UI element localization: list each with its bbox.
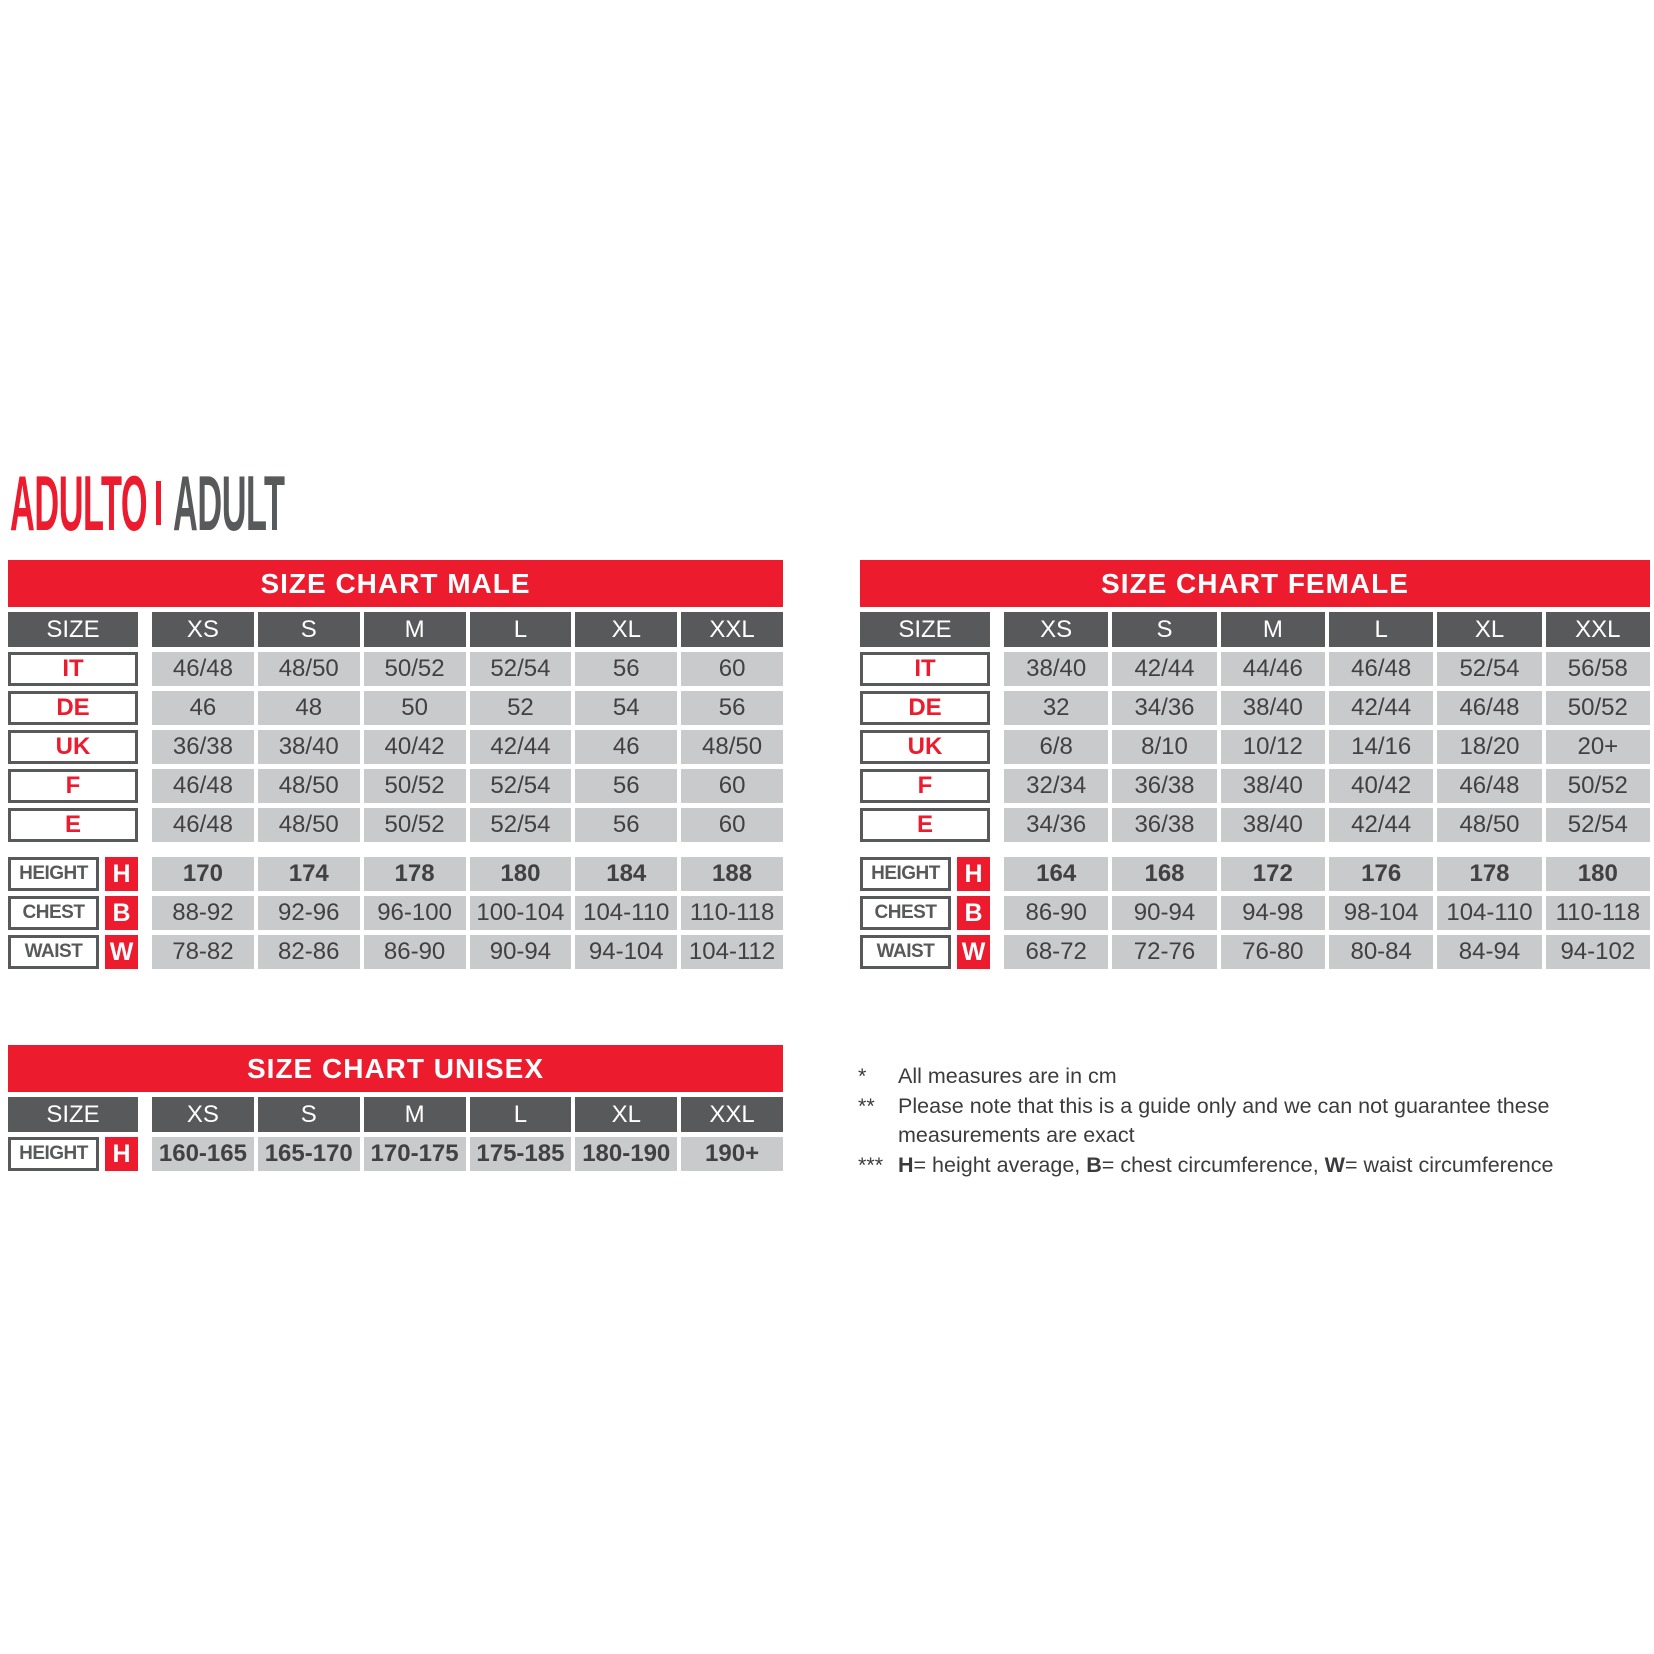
row-label: E bbox=[860, 808, 990, 842]
size-column-header: L bbox=[1329, 612, 1433, 647]
measure-label-group bbox=[860, 857, 990, 891]
footnote-segment: B bbox=[1086, 1152, 1102, 1177]
footnote bbox=[858, 1092, 1564, 1151]
footnote-segment: = height average, bbox=[913, 1152, 1087, 1177]
size-row bbox=[8, 769, 783, 803]
measure-value: 180-190 bbox=[575, 1137, 677, 1171]
measure-label: WAIST bbox=[860, 935, 951, 969]
size-value: 46/48 bbox=[1329, 652, 1433, 686]
footnote-text bbox=[898, 1092, 1564, 1151]
size-value: 60 bbox=[681, 769, 783, 803]
size-value: 42/44 bbox=[1329, 691, 1433, 725]
measure-value: 90-94 bbox=[1112, 896, 1216, 930]
size-value: 46 bbox=[152, 691, 254, 725]
footnote-segment: All measures are in cm bbox=[898, 1064, 1117, 1088]
size-value: 48/50 bbox=[1437, 808, 1541, 842]
measure-value: 104-112 bbox=[681, 935, 783, 969]
measure-label-group bbox=[8, 857, 138, 891]
size-column-header: SIZE bbox=[8, 1097, 138, 1132]
size-value: 56 bbox=[681, 691, 783, 725]
measure-label-group bbox=[860, 896, 990, 930]
measure-badge: W bbox=[105, 935, 138, 969]
measure-row bbox=[860, 896, 1650, 930]
measure-label-group bbox=[860, 935, 990, 969]
size-row bbox=[8, 652, 783, 686]
size-value: 44/46 bbox=[1221, 652, 1325, 686]
page-title bbox=[10, 459, 291, 547]
size-value: 38/40 bbox=[1221, 769, 1325, 803]
measure-value: 164 bbox=[1004, 857, 1108, 891]
size-value: 6/8 bbox=[1004, 730, 1108, 764]
size-column-header: XL bbox=[575, 612, 677, 647]
measure-value: 94-102 bbox=[1546, 935, 1650, 969]
measure-label: HEIGHT bbox=[860, 857, 951, 891]
measure-row bbox=[860, 935, 1650, 969]
page-title-primary: ADULTO bbox=[10, 459, 148, 547]
measure-value: 104-110 bbox=[1437, 896, 1541, 930]
size-value: 36/38 bbox=[1112, 808, 1216, 842]
size-column-header: S bbox=[1112, 612, 1216, 647]
size-value: 52/54 bbox=[470, 769, 572, 803]
row-label: E bbox=[8, 808, 138, 842]
size-value: 38/40 bbox=[1221, 691, 1325, 725]
size-chart-female-table bbox=[860, 560, 1650, 974]
size-value: 42/44 bbox=[1329, 808, 1433, 842]
measure-label: WAIST bbox=[8, 935, 99, 969]
size-value: 46/48 bbox=[1437, 769, 1541, 803]
size-value: 42/44 bbox=[1112, 652, 1216, 686]
measure-value: 86-90 bbox=[1004, 896, 1108, 930]
footnote bbox=[858, 1151, 1564, 1181]
size-value: 34/36 bbox=[1004, 808, 1108, 842]
measure-label: HEIGHT bbox=[8, 857, 99, 891]
column-header-row bbox=[8, 1097, 783, 1132]
row-label: DE bbox=[860, 691, 990, 725]
measure-value: 174 bbox=[258, 857, 360, 891]
measure-badge: B bbox=[957, 896, 990, 930]
size-value: 50/52 bbox=[364, 652, 466, 686]
measure-label: CHEST bbox=[8, 896, 99, 930]
size-value: 48/50 bbox=[681, 730, 783, 764]
measure-value: 80-84 bbox=[1329, 935, 1433, 969]
row-label: UK bbox=[860, 730, 990, 764]
measure-row bbox=[8, 857, 783, 891]
male-table-title: SIZE CHART MALE bbox=[8, 560, 783, 607]
size-value: 32/34 bbox=[1004, 769, 1108, 803]
size-value: 48/50 bbox=[258, 808, 360, 842]
size-column-header: SIZE bbox=[860, 612, 990, 647]
size-value: 46 bbox=[575, 730, 677, 764]
size-value: 52/54 bbox=[470, 652, 572, 686]
measure-value: 175-185 bbox=[470, 1137, 572, 1171]
measure-value: 178 bbox=[1437, 857, 1541, 891]
size-value: 60 bbox=[681, 808, 783, 842]
size-value: 50/52 bbox=[364, 769, 466, 803]
page-title-secondary: ADULT bbox=[173, 459, 285, 547]
measure-value: 184 bbox=[575, 857, 677, 891]
measure-value: 100-104 bbox=[470, 896, 572, 930]
size-column-header: M bbox=[1221, 612, 1325, 647]
measure-badge: W bbox=[957, 935, 990, 969]
measure-badge: B bbox=[105, 896, 138, 930]
measure-label-group bbox=[8, 935, 138, 969]
size-value: 48/50 bbox=[258, 652, 360, 686]
measure-value: 168 bbox=[1112, 857, 1216, 891]
size-column-header: XL bbox=[575, 1097, 677, 1132]
measure-value: 160-165 bbox=[152, 1137, 254, 1171]
footnote-segment: = waist circumference bbox=[1344, 1152, 1554, 1177]
size-value: 40/42 bbox=[1329, 769, 1433, 803]
size-value: 34/36 bbox=[1112, 691, 1216, 725]
size-value: 56 bbox=[575, 808, 677, 842]
size-value: 56 bbox=[575, 652, 677, 686]
size-row bbox=[860, 652, 1650, 686]
footnote-text bbox=[898, 1062, 1564, 1092]
size-column-header: XL bbox=[1437, 612, 1541, 647]
measure-value: 165-170 bbox=[258, 1137, 360, 1171]
measure-value: 78-82 bbox=[152, 935, 254, 969]
measure-label-group bbox=[8, 896, 138, 930]
footnote-segment: H bbox=[898, 1152, 914, 1177]
size-column-header: M bbox=[364, 1097, 466, 1132]
size-row bbox=[8, 691, 783, 725]
measure-value: 170-175 bbox=[364, 1137, 466, 1171]
size-value: 36/38 bbox=[1112, 769, 1216, 803]
size-value: 48/50 bbox=[258, 769, 360, 803]
measure-row bbox=[8, 1137, 783, 1171]
measure-value: 104-110 bbox=[575, 896, 677, 930]
size-value: 38/40 bbox=[1004, 652, 1108, 686]
row-label: IT bbox=[8, 652, 138, 686]
size-value: 36/38 bbox=[152, 730, 254, 764]
measure-value: 172 bbox=[1221, 857, 1325, 891]
unisex-table-title: SIZE CHART UNISEX bbox=[8, 1045, 783, 1092]
size-value: 52/54 bbox=[1546, 808, 1650, 842]
size-column-header: L bbox=[470, 612, 572, 647]
size-value: 42/44 bbox=[470, 730, 572, 764]
measure-value: 180 bbox=[1546, 857, 1650, 891]
size-value: 50/52 bbox=[1546, 691, 1650, 725]
size-column-header: XS bbox=[152, 1097, 254, 1132]
footnote-marker: *** bbox=[858, 1152, 884, 1177]
size-value: 60 bbox=[681, 652, 783, 686]
size-value: 46/48 bbox=[152, 808, 254, 842]
footnote-marker: ** bbox=[858, 1093, 875, 1118]
measure-value: 180 bbox=[470, 857, 572, 891]
measure-value: 94-104 bbox=[575, 935, 677, 969]
measure-value: 68-72 bbox=[1004, 935, 1108, 969]
measure-label-group bbox=[8, 1137, 138, 1171]
size-value: 8/10 bbox=[1112, 730, 1216, 764]
size-value: 14/16 bbox=[1329, 730, 1433, 764]
footnotes bbox=[858, 1062, 1564, 1180]
footnote-text bbox=[898, 1151, 1564, 1181]
measure-value: 72-76 bbox=[1112, 935, 1216, 969]
size-value: 56/58 bbox=[1546, 652, 1650, 686]
size-value: 56 bbox=[575, 769, 677, 803]
measure-badge: H bbox=[957, 857, 990, 891]
size-value: 32 bbox=[1004, 691, 1108, 725]
size-column-header: XS bbox=[1004, 612, 1108, 647]
row-label: IT bbox=[860, 652, 990, 686]
measure-value: 96-100 bbox=[364, 896, 466, 930]
measure-value: 190+ bbox=[681, 1137, 783, 1171]
size-row bbox=[860, 691, 1650, 725]
measure-label: CHEST bbox=[860, 896, 951, 930]
size-row bbox=[8, 730, 783, 764]
column-header-row bbox=[8, 612, 783, 647]
footnote-segment: Please note that this is a guide only and we can not guarantee these measurements are exact bbox=[898, 1093, 1550, 1147]
size-row bbox=[860, 730, 1650, 764]
title-divider bbox=[156, 481, 161, 525]
size-value: 50/52 bbox=[1546, 769, 1650, 803]
measure-value: 86-90 bbox=[364, 935, 466, 969]
row-label: F bbox=[8, 769, 138, 803]
measure-value: 188 bbox=[681, 857, 783, 891]
size-value: 48 bbox=[258, 691, 360, 725]
size-column-header: M bbox=[364, 612, 466, 647]
size-column-header: XXL bbox=[1546, 612, 1650, 647]
size-column-header: SIZE bbox=[8, 612, 138, 647]
measure-value: 178 bbox=[364, 857, 466, 891]
size-row bbox=[8, 808, 783, 842]
row-label: DE bbox=[8, 691, 138, 725]
size-value: 46/48 bbox=[152, 652, 254, 686]
size-value: 40/42 bbox=[364, 730, 466, 764]
size-value: 10/12 bbox=[1221, 730, 1325, 764]
size-row bbox=[860, 808, 1650, 842]
size-row bbox=[860, 769, 1650, 803]
measure-value: 110-118 bbox=[681, 896, 783, 930]
footnote-segment: = chest circumference, bbox=[1101, 1152, 1325, 1177]
size-column-header: S bbox=[258, 612, 360, 647]
size-value: 50/52 bbox=[364, 808, 466, 842]
measure-value: 176 bbox=[1329, 857, 1433, 891]
size-value: 38/40 bbox=[1221, 808, 1325, 842]
measure-value: 84-94 bbox=[1437, 935, 1541, 969]
measure-row bbox=[8, 896, 783, 930]
measure-value: 82-86 bbox=[258, 935, 360, 969]
size-column-header: XXL bbox=[681, 1097, 783, 1132]
measure-value: 92-96 bbox=[258, 896, 360, 930]
measure-value: 110-118 bbox=[1546, 896, 1650, 930]
page-title-primary-wrap bbox=[10, 459, 150, 547]
size-value: 20+ bbox=[1546, 730, 1650, 764]
size-value: 52 bbox=[470, 691, 572, 725]
measure-value: 170 bbox=[152, 857, 254, 891]
size-value: 52/54 bbox=[470, 808, 572, 842]
page-title-secondary-wrap bbox=[173, 459, 291, 547]
measure-badge: H bbox=[105, 1137, 138, 1171]
size-column-header: XXL bbox=[681, 612, 783, 647]
size-value: 18/20 bbox=[1437, 730, 1541, 764]
measure-value: 76-80 bbox=[1221, 935, 1325, 969]
column-header-row bbox=[860, 612, 1650, 647]
size-column-header: XS bbox=[152, 612, 254, 647]
measure-row bbox=[860, 857, 1650, 891]
footnote-segment: W bbox=[1324, 1152, 1345, 1177]
measure-badge: H bbox=[105, 857, 138, 891]
measure-value: 88-92 bbox=[152, 896, 254, 930]
measure-value: 94-98 bbox=[1221, 896, 1325, 930]
size-chart-unisex-table bbox=[8, 1045, 783, 1176]
row-label: UK bbox=[8, 730, 138, 764]
row-label: F bbox=[860, 769, 990, 803]
footnote bbox=[858, 1062, 1564, 1092]
size-value: 54 bbox=[575, 691, 677, 725]
measure-label: HEIGHT bbox=[8, 1137, 99, 1171]
measure-row bbox=[8, 935, 783, 969]
size-column-header: S bbox=[258, 1097, 360, 1132]
size-value: 52/54 bbox=[1437, 652, 1541, 686]
footnote-marker: * bbox=[858, 1064, 867, 1088]
size-value: 46/48 bbox=[152, 769, 254, 803]
measure-value: 90-94 bbox=[470, 935, 572, 969]
female-table-title: SIZE CHART FEMALE bbox=[860, 560, 1650, 607]
measure-value: 98-104 bbox=[1329, 896, 1433, 930]
size-value: 38/40 bbox=[258, 730, 360, 764]
size-column-header: L bbox=[470, 1097, 572, 1132]
size-value: 46/48 bbox=[1437, 691, 1541, 725]
size-chart-male-table bbox=[8, 560, 783, 974]
size-value: 50 bbox=[364, 691, 466, 725]
